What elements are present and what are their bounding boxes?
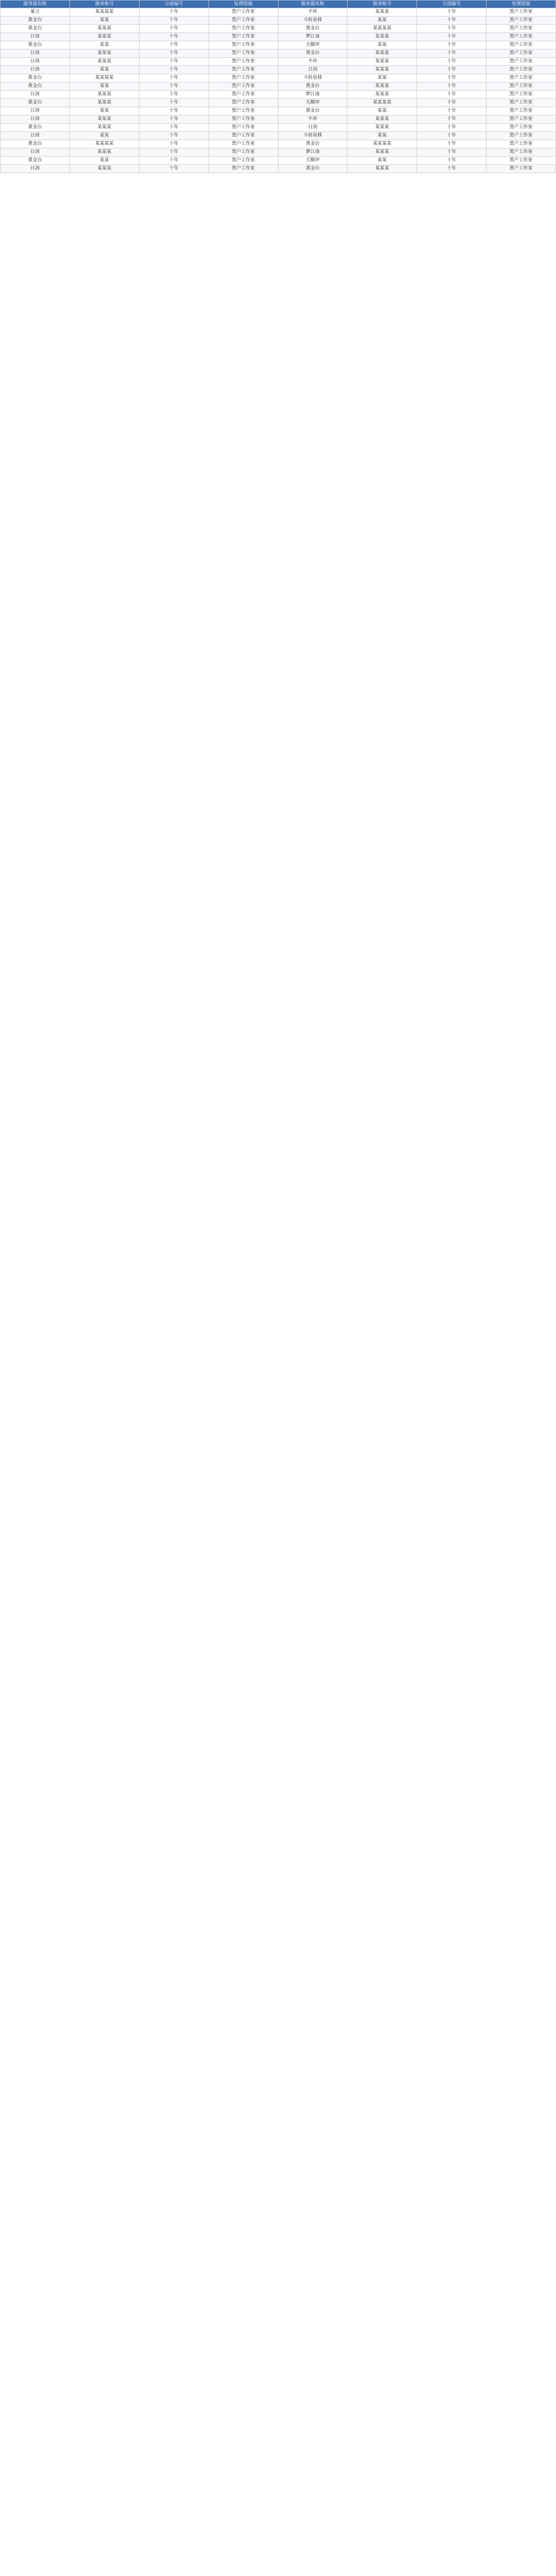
table-cell: 黄金台 xyxy=(1,124,70,132)
table-cell: 十年 xyxy=(139,132,208,140)
table-cell: 十年 xyxy=(417,8,486,16)
table-cell: 斗转星移 xyxy=(278,74,348,82)
table-cell: 十年 xyxy=(139,74,208,82)
table-cell: 十年 xyxy=(417,107,486,115)
table-cell: 某某某 xyxy=(70,25,139,33)
table-cell: 某某 xyxy=(348,132,417,140)
table-cell: 黑户工作室 xyxy=(486,132,556,140)
table-cell: 黑户工作室 xyxy=(208,157,278,165)
table-cell: 十年 xyxy=(417,49,486,58)
table-cell: 黄金台 xyxy=(1,74,70,82)
table-cell: 十年 xyxy=(417,33,486,41)
table-cell: 十年 xyxy=(417,124,486,132)
table-cell: 某某某 xyxy=(348,91,417,99)
table-cell: 十年 xyxy=(417,165,486,173)
table-cell: 黑户工作室 xyxy=(208,25,278,33)
table-cell: 日剑 xyxy=(1,91,70,99)
table-cell: 天鹅坪 xyxy=(278,99,348,107)
table-cell: 梦江南 xyxy=(278,33,348,41)
col-header: 服务器名称 xyxy=(278,1,348,8)
table-cell: 日剑 xyxy=(1,58,70,66)
table-row xyxy=(1,157,556,165)
table-cell: 日剑 xyxy=(278,66,348,74)
table-cell: 黑户工作室 xyxy=(486,140,556,148)
table-cell: 某某某某 xyxy=(348,99,417,107)
table-cell: 日剑 xyxy=(278,124,348,132)
table-cell: 黑户工作室 xyxy=(486,74,556,82)
table-cell: 不坏 xyxy=(278,8,348,16)
table-cell: 十年 xyxy=(417,157,486,165)
table-cell: 某某 xyxy=(348,107,417,115)
table-cell: 黑户工作室 xyxy=(208,115,278,124)
table-cell: 日剑 xyxy=(1,66,70,74)
table-cell: 黑户工作室 xyxy=(486,25,556,33)
table-cell: 黑户工作室 xyxy=(486,33,556,41)
table-row xyxy=(1,58,556,66)
table-cell: 十年 xyxy=(417,140,486,148)
table-cell: 黄金台 xyxy=(1,16,70,25)
table-cell: 十年 xyxy=(139,82,208,91)
table-row xyxy=(1,140,556,148)
table-cell: 黑户工作室 xyxy=(208,49,278,58)
table-cell: 某某某 xyxy=(348,148,417,157)
table-cell: 黑户工作室 xyxy=(208,132,278,140)
table-cell: 黄金台 xyxy=(278,82,348,91)
table-cell: 日剑 xyxy=(1,132,70,140)
table-cell: 某某某 xyxy=(348,58,417,66)
table-cell: 黑户工作室 xyxy=(486,165,556,173)
table-cell: 黑户工作室 xyxy=(208,107,278,115)
table-cell: 十年 xyxy=(139,107,208,115)
table-cell: 十年 xyxy=(417,66,486,74)
table-cell: 十年 xyxy=(417,115,486,124)
table-cell: 十年 xyxy=(139,165,208,173)
table-cell: 十年 xyxy=(417,132,486,140)
table-cell: 某某某 xyxy=(70,33,139,41)
table-cell: 日剑 xyxy=(1,165,70,173)
table-cell: 黑户工作室 xyxy=(208,74,278,82)
table-cell: 某某某 xyxy=(70,58,139,66)
table-cell: 某某 xyxy=(70,132,139,140)
table-cell: 梦江南 xyxy=(278,91,348,99)
table-cell: 日剑 xyxy=(1,115,70,124)
table-row xyxy=(1,148,556,157)
table-row xyxy=(1,91,556,99)
table-cell: 某某某 xyxy=(348,66,417,74)
table-cell: 十年 xyxy=(417,25,486,33)
table-row xyxy=(1,124,556,132)
table-cell: 梦江南 xyxy=(278,148,348,157)
table-cell: 十年 xyxy=(139,99,208,107)
table-row xyxy=(1,8,556,16)
table-cell: 某某某 xyxy=(348,33,417,41)
table-row xyxy=(1,115,556,124)
table-cell: 黑户工作室 xyxy=(208,124,278,132)
table-cell: 斗转星移 xyxy=(278,16,348,25)
table-cell: 黑户工作室 xyxy=(486,124,556,132)
table-row xyxy=(1,33,556,41)
table-cell: 黄金台 xyxy=(1,157,70,165)
table-row xyxy=(1,165,556,173)
table-cell: 黑户工作室 xyxy=(486,107,556,115)
table-cell: 十年 xyxy=(139,49,208,58)
table-row xyxy=(1,99,556,107)
table-cell: 十年 xyxy=(139,148,208,157)
table-cell: 某某 xyxy=(348,74,417,82)
table-cell: 黑户工作室 xyxy=(208,66,278,74)
table-cell: 某某某 xyxy=(70,148,139,157)
table-cell: 黄金台 xyxy=(1,82,70,91)
table-cell: 不坏 xyxy=(278,115,348,124)
table-cell: 天鹅坪 xyxy=(278,41,348,49)
table-cell: 黑户工作室 xyxy=(486,8,556,16)
table-cell: 十年 xyxy=(139,124,208,132)
table-cell: 黄金台 xyxy=(1,41,70,49)
table-cell: 十年 xyxy=(417,91,486,99)
table-cell: 十年 xyxy=(139,58,208,66)
table-cell: 黑户工作室 xyxy=(208,165,278,173)
table-cell: 黑户工作室 xyxy=(486,66,556,74)
col-header: 分部编号 xyxy=(139,1,208,8)
table-cell: 某某 xyxy=(348,16,417,25)
table-cell: 某某某 xyxy=(348,49,417,58)
col-header: 分部编号 xyxy=(417,1,486,8)
table-cell: 黄金台 xyxy=(278,49,348,58)
table-cell: 黑户工作室 xyxy=(486,99,556,107)
col-header: 处理措施 xyxy=(208,1,278,8)
table-cell: 黄金台 xyxy=(1,99,70,107)
table-cell: 某某某某 xyxy=(70,8,139,16)
table-cell: 黑户工作室 xyxy=(208,91,278,99)
table-cell: 某某某 xyxy=(348,165,417,173)
table-cell: 黑户工作室 xyxy=(486,58,556,66)
table-cell: 某某某某 xyxy=(348,140,417,148)
table-cell: 十年 xyxy=(417,82,486,91)
table-cell: 某某某 xyxy=(348,115,417,124)
table-cell: 某某 xyxy=(70,82,139,91)
table-cell: 黑户工作室 xyxy=(208,16,278,25)
table-cell: 日剑 xyxy=(1,33,70,41)
table-cell: 黑户工作室 xyxy=(486,16,556,25)
table-cell: 暴卫 xyxy=(1,8,70,16)
table-cell: 黄金台 xyxy=(278,25,348,33)
table-cell: 某某 xyxy=(70,41,139,49)
table-cell: 黑户工作室 xyxy=(208,148,278,157)
table-cell: 某某某 xyxy=(70,124,139,132)
table-cell: 十年 xyxy=(139,25,208,33)
table-cell: 黄金台 xyxy=(278,165,348,173)
table-cell: 某某某某 xyxy=(70,74,139,82)
table-row xyxy=(1,107,556,115)
table-cell: 天鹅坪 xyxy=(278,157,348,165)
table-cell: 日剑 xyxy=(1,148,70,157)
table-cell: 黑户工作室 xyxy=(486,115,556,124)
table-cell: 某某某 xyxy=(70,99,139,107)
table-cell: 十年 xyxy=(417,58,486,66)
table-cell: 斗转星移 xyxy=(278,132,348,140)
table-cell: 某某 xyxy=(70,66,139,74)
table-cell: 十年 xyxy=(417,16,486,25)
table-cell: 黑户工作室 xyxy=(208,33,278,41)
table-cell: 不坏 xyxy=(278,58,348,66)
table-cell: 十年 xyxy=(139,16,208,25)
table-cell: 黑户工作室 xyxy=(486,41,556,49)
table-cell: 某某某 xyxy=(348,8,417,16)
table-cell: 黑户工作室 xyxy=(208,41,278,49)
table-cell: 十年 xyxy=(139,91,208,99)
table-cell: 十年 xyxy=(139,115,208,124)
table-cell: 黑户工作室 xyxy=(486,49,556,58)
table-cell: 十年 xyxy=(139,140,208,148)
table-cell: 某某 xyxy=(70,16,139,25)
table-cell: 十年 xyxy=(139,66,208,74)
table-cell: 日剑 xyxy=(1,107,70,115)
table-cell: 黄金台 xyxy=(278,107,348,115)
table-cell: 十年 xyxy=(139,8,208,16)
table-cell: 黄金台 xyxy=(1,140,70,148)
table-cell: 某某某某 xyxy=(348,25,417,33)
table-cell: 日剑 xyxy=(1,49,70,58)
table-row xyxy=(1,41,556,49)
header-row xyxy=(1,1,556,8)
table-cell: 黑户工作室 xyxy=(208,8,278,16)
table-cell: 十年 xyxy=(139,157,208,165)
table-cell: 黄金台 xyxy=(1,25,70,33)
table-cell: 某某 xyxy=(348,41,417,49)
table-cell: 黑户工作室 xyxy=(486,148,556,157)
table-cell: 某某某 xyxy=(348,82,417,91)
table-cell: 黑户工作室 xyxy=(208,99,278,107)
table-cell: 某某 xyxy=(70,157,139,165)
table-cell: 某某某 xyxy=(70,115,139,124)
table-cell: 黑户工作室 xyxy=(486,91,556,99)
col-header: 服务账号 xyxy=(70,1,139,8)
table-cell: 某某 xyxy=(348,157,417,165)
table-cell: 黑户工作室 xyxy=(486,157,556,165)
table-row xyxy=(1,49,556,58)
table-cell: 黑户工作室 xyxy=(208,82,278,91)
col-header: 服务账号 xyxy=(348,1,417,8)
table-cell: 某某某 xyxy=(70,165,139,173)
table-row xyxy=(1,82,556,91)
table-cell: 某某某 xyxy=(348,124,417,132)
table-cell: 黄金台 xyxy=(278,140,348,148)
table-cell: 某某 xyxy=(70,107,139,115)
table-row xyxy=(1,25,556,33)
table-cell: 十年 xyxy=(139,33,208,41)
table-row xyxy=(1,16,556,25)
table-cell: 十年 xyxy=(417,41,486,49)
table-cell: 某某某某 xyxy=(70,140,139,148)
table-row xyxy=(1,132,556,140)
col-header: 处理措施 xyxy=(486,1,556,8)
records-table xyxy=(0,0,556,173)
table-cell: 黑户工作室 xyxy=(208,58,278,66)
table-row xyxy=(1,74,556,82)
table-cell: 十年 xyxy=(417,74,486,82)
table-cell: 十年 xyxy=(417,148,486,157)
table-cell: 黑户工作室 xyxy=(208,140,278,148)
table-cell: 十年 xyxy=(417,99,486,107)
table-cell: 黑户工作室 xyxy=(486,82,556,91)
table-row xyxy=(1,66,556,74)
table-cell: 某某某 xyxy=(70,91,139,99)
table-cell: 十年 xyxy=(139,41,208,49)
table-cell: 某某某 xyxy=(70,49,139,58)
col-header: 服务器名称 xyxy=(1,1,70,8)
